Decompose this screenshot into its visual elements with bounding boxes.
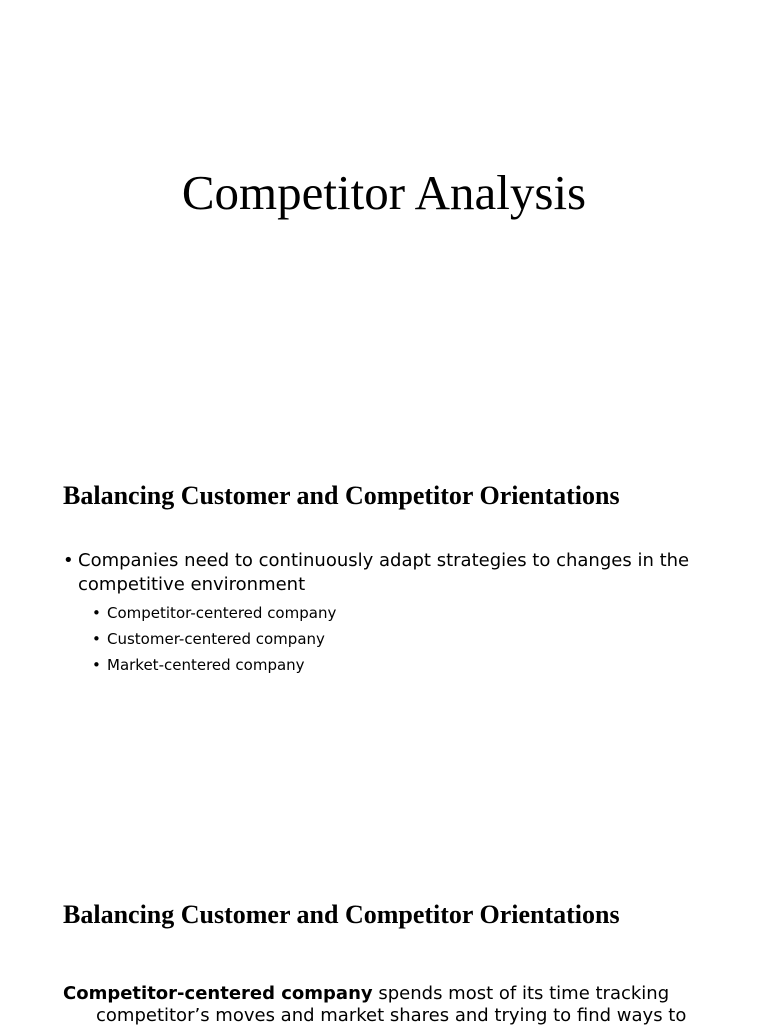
sub-bullet-list: [78, 600, 713, 678]
paragraph-text: spends most of its time tracking competitor’s moves and market shares and trying to find ways to: [96, 983, 687, 1026]
slide-orientations-overview: [0, 420, 768, 850]
body-paragraph: [63, 983, 736, 1027]
sub-bullet-text: Customer-centered company: [107, 630, 325, 648]
list-item: [63, 549, 713, 678]
list-item: [92, 600, 713, 626]
bullet-icon: •: [92, 604, 101, 622]
slide-heading: Balancing Customer and Competitor Orientations: [63, 481, 620, 510]
list-item: [92, 652, 713, 678]
bullet-icon: •: [63, 550, 74, 571]
paragraph-bold-term: Competitor-centered company: [63, 983, 373, 1004]
bullet-icon: •: [92, 656, 101, 674]
slide-title: [0, 0, 768, 420]
slide-competitor-centered: [0, 850, 768, 1024]
sub-bullet-text: Competitor-centered company: [107, 604, 337, 622]
sub-bullet-text: Market-centered company: [107, 656, 305, 674]
slide-heading: Balancing Customer and Competitor Orientations: [63, 900, 620, 929]
bullet-text: Companies need to continuously adapt strategies to changes in the competitive environment: [78, 550, 690, 595]
presentation-title: Competitor Analysis: [181, 165, 587, 220]
list-item: [92, 626, 713, 652]
bullet-list: [63, 549, 713, 678]
bullet-icon: •: [92, 630, 101, 648]
